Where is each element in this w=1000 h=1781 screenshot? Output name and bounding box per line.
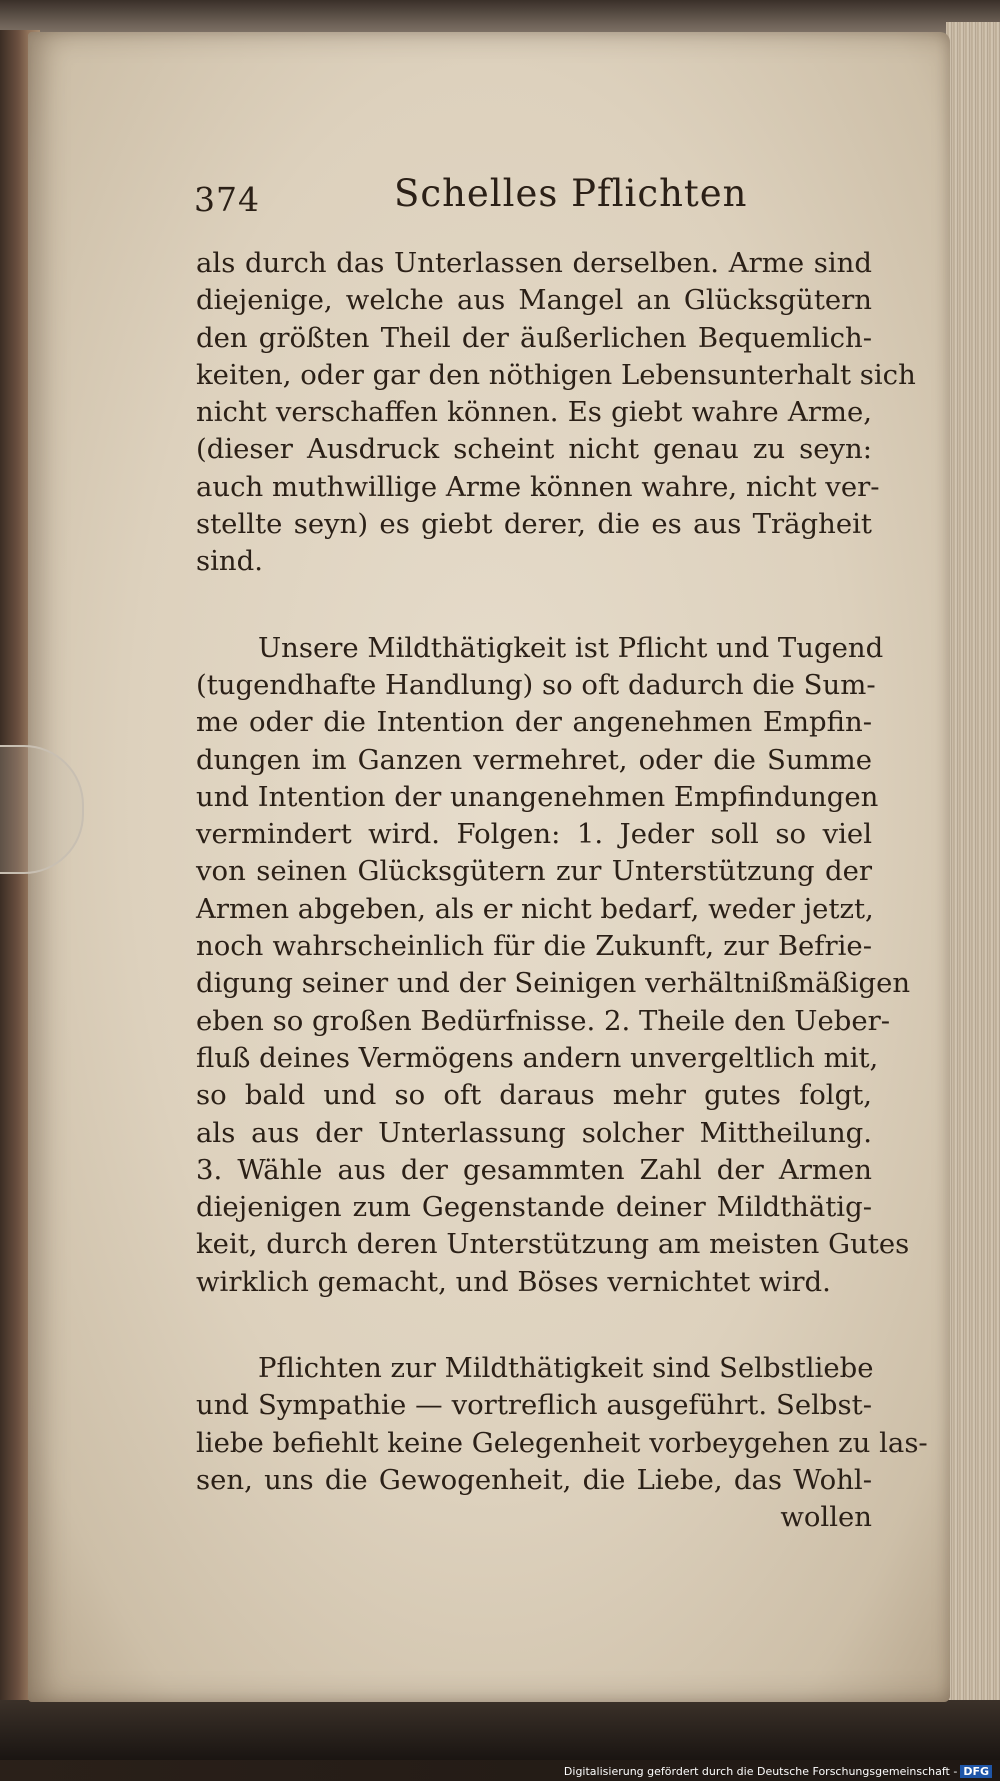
text-line: dungen im Ganzen vermehret, oder die Summe [196,743,872,776]
page-number: 374 [194,180,260,219]
text-line: als durch das Unterlassen derselben. Arme sind [196,247,872,279]
text-line: wirklich gemacht, und Böses vernichtet wird. [196,1265,831,1298]
text-line: den größten Theil der äußerlichen Bequemlich- [196,321,872,354]
text-line: noch wahrscheinlich für die Zukunft, zur Befrie- [196,930,872,963]
dfg-logo: DFG [960,1765,992,1778]
text-line: 3. Wähle aus der gesammten Zahl der Armen [196,1153,872,1186]
text-line: nicht verschaffen können. Es giebt wahre Arme, [196,396,872,429]
text-line: (dieser Ausdruck scheint nicht genau zu seyn: [196,433,872,466]
text-line: sind. [196,545,263,578]
text-line: eben so großen Bedürfnisse. 2. Theile den Ueber- [196,1004,891,1037]
text-line: und Sympathie — vortreflich ausgeführt. Selbst- [196,1389,872,1422]
page-header [194,172,854,232]
text-line: so bald und so oft daraus mehr gutes folgt, [196,1079,872,1112]
text-line: liebe befiehlt keine Gelegenheit vorbeygehen zu las- [196,1426,928,1459]
text-line: Armen abgeben, als er nicht bedarf, weder jetzt, [196,892,874,925]
text-line: von seinen Glücksgütern zur Unterstützung der [196,855,872,888]
paragraph-1 [196,245,916,581]
running-title: Schelles Pflichten [394,172,748,215]
text-line: me oder die Intention der angenehmen Empfin- [196,706,872,739]
catchword: wollen [780,1501,872,1534]
text-line: Unsere Mildthätigkeit ist Pflicht und Tugend [258,631,884,664]
text-line: auch muthwillige Arme können wahre, nicht ver- [196,470,880,503]
text-line: stellte seyn) es giebt derer, die es aus Trägheit [196,508,872,541]
text-line: keit, durch deren Unterstützung am meisten Gutes [196,1228,910,1261]
text-line: (tugendhafte Handlung) so oft dadurch die Sum- [196,668,876,701]
credit-text: Digitalisierung gefördert durch die Deutsche Forschungsgemeinschaft - [563,1765,958,1778]
text-line: als aus der Unterlassung solcher Mittheilung. [196,1116,872,1149]
digitization-credit [564,1765,992,1778]
text-line: fluß deines Vermögens andern unvergeltlich mit, [196,1041,879,1074]
text-line: keiten, oder gar den nöthigen Lebensunterhalt sich [196,358,916,391]
paragraph-3 [196,1350,928,1536]
text-line: diejenige, welche aus Mangel an Glücksgütern [196,284,872,317]
paragraph-2 [196,630,911,1301]
paragraph-spacer [196,1301,872,1350]
text-line: sen, uns die Gewogenheit, die Liebe, das Wohl- [196,1463,872,1496]
text-line: Pflichten zur Mildthätigkeit sind Selbstliebe [258,1352,874,1385]
page-stack-edge [946,22,1000,1712]
body-text [196,245,928,1537]
text-line: und Intention der unangenehmen Empfindungen [196,780,879,813]
book-bottom-edge [0,1700,1000,1760]
text-line: vermindert wird. Folgen: 1. Jeder soll so viel [196,818,872,851]
text-line: diejenigen zum Gegenstande deiner Mildthätig- [196,1191,872,1224]
paragraph-spacer [196,581,872,630]
text-line: digung seiner und der Seinigen verhältnißmäßigen [196,967,911,1000]
